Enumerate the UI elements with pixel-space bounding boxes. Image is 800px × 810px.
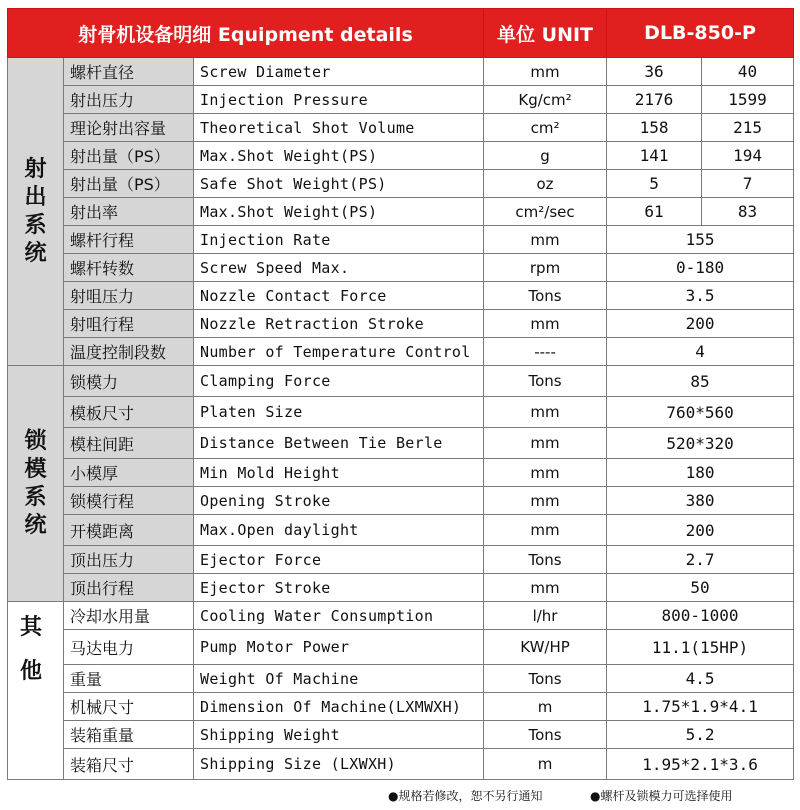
row-value-b: 40 [702,58,794,86]
row-label-en: Injection Rate [194,226,484,254]
section-injection-text [8,156,63,268]
row-label-en: Nozzle Contact Force [194,282,484,310]
row-label-cn: 射出量（PS） [64,170,194,198]
section-char: 统 [24,240,47,266]
row-value-b: 194 [702,142,794,170]
row-value: 4 [607,338,794,366]
spec-row [8,254,794,282]
row-value: 200 [607,515,794,546]
spec-row [8,114,794,142]
row-label-cn: 射出压力 [64,86,194,114]
row-value: 4.5 [607,665,794,693]
row-label-cn: 射咀行程 [64,310,194,338]
row-label-en: Max.Shot Weight(PS) [194,142,484,170]
row-unit: mm [484,58,607,86]
row-value: 0-180 [607,254,794,282]
row-unit: m [484,749,607,780]
row-value: 155 [607,226,794,254]
row-label-en: Weight Of Machine [194,665,484,693]
row-label-cn: 开模距离 [64,515,194,546]
row-unit: cm²/sec [484,198,607,226]
spec-row [8,338,794,366]
section-char: 出 [24,184,47,210]
header-unit: 单位 UNIT [484,9,607,58]
row-label-en: Ejector Stroke [194,574,484,602]
row-unit: Tons [484,546,607,574]
row-label-cn: 螺杆直径 [64,58,194,86]
row-unit: Tons [484,282,607,310]
row-label-cn: 顶出压力 [64,546,194,574]
section-char: 系 [24,212,47,238]
row-unit: Kg/cm² [484,86,607,114]
row-label-cn: 装箱尺寸 [64,749,194,780]
spec-row [8,515,794,546]
spec-row [8,86,794,114]
row-value-a: 36 [607,58,702,86]
row-value: 1.75*1.9*4.1 [607,693,794,721]
section-clamping-label [8,366,64,602]
row-label-en: Safe Shot Weight(PS) [194,170,484,198]
row-label-cn: 模柱间距 [64,428,194,459]
spec-row [8,142,794,170]
section-other-char-1: 其 [20,615,43,640]
spec-row [8,198,794,226]
row-unit: mm [484,487,607,515]
spec-row [8,693,794,721]
row-unit: g [484,142,607,170]
spec-row [8,366,794,397]
row-label-en: Shipping Weight [194,721,484,749]
row-label-cn: 小模厚 [64,459,194,487]
equipment-spec-sheet [7,8,793,780]
row-label-cn: 螺杆转数 [64,254,194,282]
row-label-en: Opening Stroke [194,487,484,515]
row-unit: mm [484,515,607,546]
row-label-cn: 射咀压力 [64,282,194,310]
row-value: 3.5 [607,282,794,310]
row-value-b: 7 [702,170,794,198]
header-model: DLB-850-P [607,9,794,58]
footnote-spec-change: ●规格若修改，恕不另行通知 [388,789,543,803]
row-value: 520*320 [607,428,794,459]
row-label-en: Theoretical Shot Volume [194,114,484,142]
row-label-en: Nozzle Retraction Stroke [194,310,484,338]
row-value: 2.7 [607,546,794,574]
row-unit: m [484,693,607,721]
section-char: 系 [24,484,47,510]
row-label-en: Number of Temperature Control [194,338,484,366]
spec-row [8,428,794,459]
row-unit: Tons [484,366,607,397]
footnotes [0,787,800,807]
row-label-en: Screw Speed Max. [194,254,484,282]
row-label-cn: 射出率 [64,198,194,226]
row-label-cn: 机械尺寸 [64,693,194,721]
row-label-cn: 理论射出容量 [64,114,194,142]
header-row [8,9,794,58]
row-label-cn: 锁模力 [64,366,194,397]
row-value-a: 5 [607,170,702,198]
spec-row [8,310,794,338]
spec-row [8,721,794,749]
row-label-en: Cooling Water Consumption [194,602,484,630]
spec-row [8,602,794,630]
section-clamping-text [8,428,63,540]
row-label-en: Dimension Of Machine(LXMWXH) [194,693,484,721]
spec-table [7,8,794,780]
row-unit: Tons [484,721,607,749]
row-label-cn: 螺杆行程 [64,226,194,254]
row-label-cn: 冷却水用量 [64,602,194,630]
row-unit: mm [484,397,607,428]
row-unit: mm [484,310,607,338]
row-label-en: Ejector Force [194,546,484,574]
row-label-en: Shipping Size (LXWXH) [194,749,484,780]
footnote-optional: ●螺杆及锁模力可选择使用 [590,789,733,803]
section-injection-label [8,58,64,366]
row-unit: oz [484,170,607,198]
row-value: 180 [607,459,794,487]
section-char: 锁 [24,428,47,454]
spec-row [8,58,794,86]
section-other-label [8,602,64,780]
spec-row [8,487,794,515]
row-label-cn: 温度控制段数 [64,338,194,366]
row-unit: mm [484,226,607,254]
row-value: 1.95*2.1*3.6 [607,749,794,780]
row-label-cn: 射出量（PS） [64,142,194,170]
spec-row [8,630,794,665]
row-label-en: Max.Shot Weight(PS) [194,198,484,226]
section-other-char-2: 他 [20,659,43,684]
spec-row [8,459,794,487]
row-label-en: Clamping Force [194,366,484,397]
row-unit: KW/HP [484,630,607,665]
row-label-en: Injection Pressure [194,86,484,114]
spec-row [8,749,794,780]
row-label-cn: 顶出行程 [64,574,194,602]
spec-row [8,170,794,198]
row-value: 11.1(15HP) [607,630,794,665]
row-value: 760*560 [607,397,794,428]
row-unit: rpm [484,254,607,282]
row-label-en: Distance Between Tie Berle [194,428,484,459]
row-unit: Tons [484,665,607,693]
row-value-b: 83 [702,198,794,226]
spec-row [8,282,794,310]
row-value-a: 61 [607,198,702,226]
spec-row [8,546,794,574]
row-value-a: 2176 [607,86,702,114]
row-unit: l/hr [484,602,607,630]
row-unit: ---- [484,338,607,366]
row-value: 50 [607,574,794,602]
row-label-en: Max.Open daylight [194,515,484,546]
row-value-b: 1599 [702,86,794,114]
row-value: 380 [607,487,794,515]
row-value: 85 [607,366,794,397]
row-label-cn: 模板尺寸 [64,397,194,428]
row-unit: cm² [484,114,607,142]
row-label-en: Pump Motor Power [194,630,484,665]
row-label-cn: 重量 [64,665,194,693]
section-char: 射 [24,156,47,182]
header-title: 射骨机设备明细 Equipment details [8,9,484,58]
row-label-cn: 锁模行程 [64,487,194,515]
spec-row [8,665,794,693]
row-unit: mm [484,428,607,459]
row-unit: mm [484,459,607,487]
row-value: 800-1000 [607,602,794,630]
section-char: 模 [24,456,47,482]
spec-row [8,574,794,602]
row-value-a: 141 [607,142,702,170]
row-label-en: Platen Size [194,397,484,428]
spec-row [8,226,794,254]
row-unit: mm [484,574,607,602]
section-char: 统 [24,512,47,538]
row-label-en: Min Mold Height [194,459,484,487]
row-value-a: 158 [607,114,702,142]
row-label-cn: 马达电力 [64,630,194,665]
spec-row [8,397,794,428]
row-value: 200 [607,310,794,338]
row-label-cn: 装箱重量 [64,721,194,749]
row-label-en: Screw Diameter [194,58,484,86]
row-value-b: 215 [702,114,794,142]
row-value: 5.2 [607,721,794,749]
